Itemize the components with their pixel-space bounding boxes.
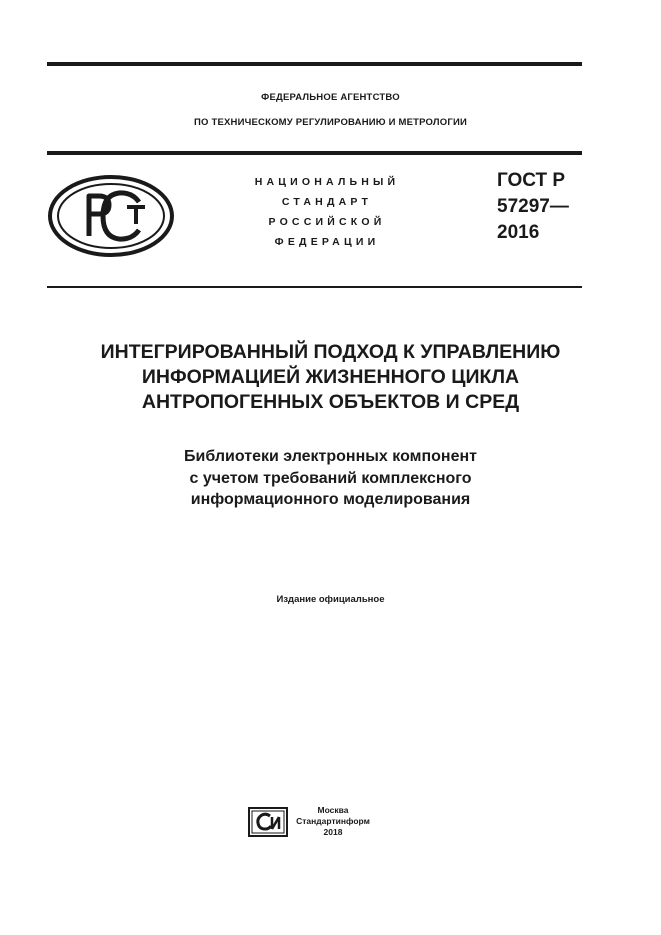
publisher-block bbox=[293, 805, 373, 838]
designation-line-3: 2016 bbox=[497, 222, 540, 243]
middle-rule bbox=[47, 151, 582, 155]
title-line: АНТРОПОГЕННЫХ ОБЪЕКТОВ И СРЕД bbox=[141, 391, 520, 413]
publisher-city: Москва bbox=[317, 805, 349, 815]
standard-designation bbox=[497, 168, 569, 246]
title-line: ИНТЕГРИРОВАННЫЙ ПОДХОД К УПРАВЛЕНИЮ bbox=[100, 341, 561, 363]
standard-type-line: ФЕДЕРАЦИИ bbox=[274, 236, 380, 248]
document-title bbox=[20, 340, 641, 415]
agency-line-1: ФЕДЕРАЛЬНОЕ АГЕНТСТВО bbox=[261, 92, 400, 103]
standartinform-logo-icon bbox=[248, 807, 288, 837]
bottom-rule bbox=[47, 286, 582, 288]
subtitle-line: с учетом требований комплексного bbox=[189, 469, 472, 487]
subtitle-line: информационного моделирования bbox=[190, 491, 471, 508]
rst-certification-logo-icon bbox=[47, 174, 175, 258]
designation-line-2: 57297— bbox=[497, 196, 569, 217]
title-line: ИНФОРМАЦИЕЙ ЖИЗНЕННОГО ЦИКЛА bbox=[141, 366, 520, 388]
standard-type-line: СТАНДАРТ bbox=[281, 196, 373, 208]
publisher-name: Стандартинформ bbox=[296, 816, 370, 826]
designation-line-1: ГОСТ Р bbox=[497, 170, 566, 191]
standard-type-block bbox=[214, 172, 440, 252]
publisher-year: 2018 bbox=[323, 827, 343, 837]
document-subtitle bbox=[20, 446, 641, 511]
agency-line-2: ПО ТЕХНИЧЕСКОМУ РЕГУЛИРОВАНИЮ И МЕТРОЛОГИИ bbox=[194, 117, 467, 128]
standard-type-line: РОССИЙСКОЙ bbox=[268, 216, 386, 228]
edition-label: Издание официальное bbox=[276, 594, 385, 605]
standard-type-line: НАЦИОНАЛЬНЫЙ bbox=[254, 176, 400, 188]
subtitle-line: Библиотеки электронных компонент bbox=[184, 448, 477, 465]
top-rule bbox=[47, 62, 582, 66]
